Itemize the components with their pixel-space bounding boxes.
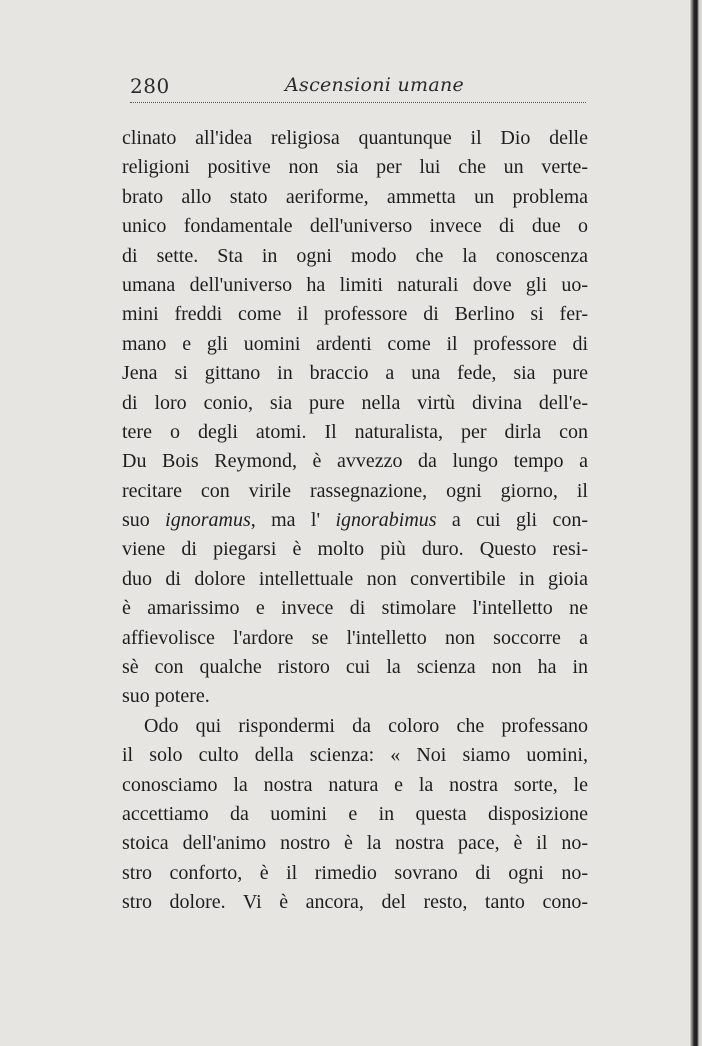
text-line: di sette. Sta in ogni modo che la conoscenza (122, 244, 588, 267)
page-edge-binding (690, 0, 702, 1046)
text-line: il solo culto della scienza: « Noi siamo uomini, (122, 744, 588, 767)
text-line: è amarissimo e invece di stimolare l'intelletto ne (122, 597, 588, 620)
body-text (122, 124, 588, 918)
text-line: mano e gli uomini ardenti come il professore di (122, 332, 588, 355)
running-title: Ascensioni umane (285, 74, 465, 96)
text-line: suo potere. (122, 685, 210, 708)
text-line: brato allo stato aeriforme, ammetta un problema (122, 185, 588, 208)
page-header (130, 72, 588, 102)
text-line: sè con qualche ristoro cui la scienza non ha in (122, 656, 588, 679)
text-line: suo ignoramus, ma l' ignorabimus a cui gli con- (122, 509, 588, 532)
text-line: conosciamo la nostra natura e la nostra sorte, le (122, 773, 588, 796)
text-line: Jena si gittano in braccio a una fede, sia pure (122, 362, 588, 385)
text-line: recitare con virile rassegnazione, ogni giorno, il (122, 479, 588, 502)
page-number: 280 (130, 74, 170, 98)
text-line: accettiamo da uomini e in questa disposizione (122, 802, 588, 825)
header-rule (130, 102, 586, 103)
text-line: Odo qui rispondermi da coloro che professano (144, 714, 588, 737)
text-line: umana dell'universo ha limiti naturali dove gli uo- (122, 273, 588, 296)
text-line: stro dolore. Vi è ancora, del resto, tanto cono- (122, 891, 588, 914)
italic-term: ignoramus (165, 509, 251, 532)
text-line: duo di dolore intellettuale non convertibile in gioia (122, 567, 588, 590)
text-line: di loro conio, sia pure nella virtù divina dell'e- (122, 391, 588, 414)
text-line: affievolisce l'ardore se l'intelletto non soccorre a (122, 626, 588, 649)
italic-term: ignorabimus (335, 509, 437, 532)
text-line: religioni positive non sia per lui che un verte- (122, 156, 588, 179)
text-line: mini freddi come il professore di Berlino si fer- (122, 303, 588, 326)
text-line: unico fondamentale dell'universo invece di due o (122, 215, 588, 238)
text-line: stro conforto, è il rimedio sovrano di ogni no- (122, 861, 588, 884)
text-line: viene di piegarsi è molto più duro. Questo resi- (122, 538, 588, 561)
text-line: Du Bois Reymond, è avvezzo da lungo tempo a (122, 450, 588, 473)
text-line: clinato all'idea religiosa quantunque il Dio delle (122, 127, 588, 149)
text-line: tere o degli atomi. Il naturalista, per dirla con (122, 420, 588, 443)
text-line: stoica dell'animo nostro è la nostra pace, è il no- (122, 832, 588, 855)
